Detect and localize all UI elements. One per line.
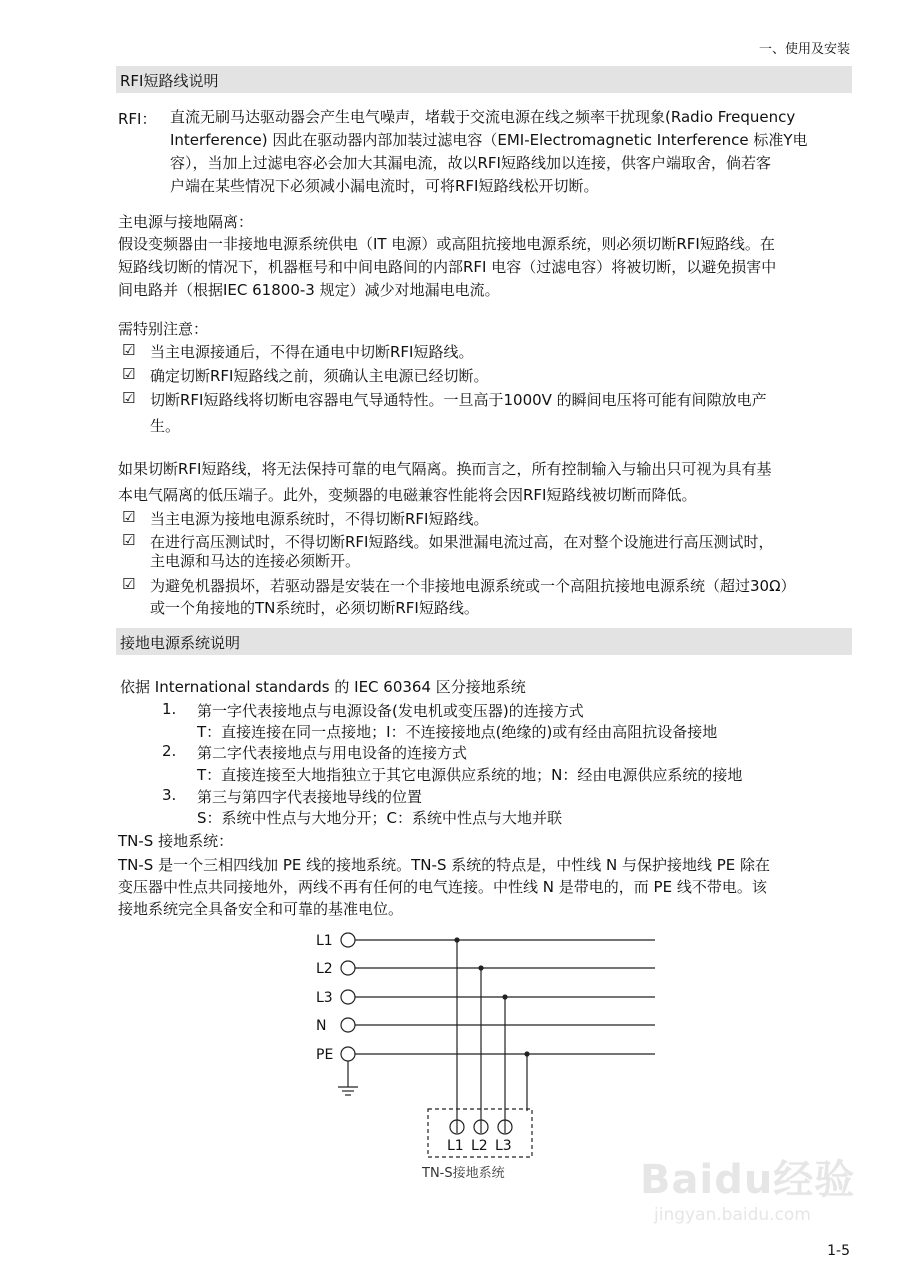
checkbox-icon: ☑: [122, 341, 136, 359]
line-label: N: [316, 1018, 327, 1034]
tns-diagram: [300, 925, 670, 1190]
rule-item: 当主电源为接地电源系统时，不得切断RFI短路线。: [150, 510, 489, 528]
isolation-line: 间电路并（根据IEC 61800-3 规定）减少对地漏电电流。: [118, 281, 500, 299]
terminal-l1: [341, 933, 355, 947]
checkbox-icon: ☑: [122, 508, 136, 526]
isolation-line: 短路线切断的情况下，机器框号和中间电路间的内部RFI 电容（过滤电容）将被切断，以避免损害中: [118, 258, 777, 276]
checkbox-icon: ☑: [122, 389, 136, 407]
checkbox-icon: ☑: [122, 531, 136, 549]
isolation-title: 主电源与接地隔离：: [118, 213, 254, 231]
item-line: 第二字代表接地点与用电设备的连接方式: [197, 744, 468, 762]
rule-item: 在进行高压测试时，不得切断RFI短路线。如果泄漏电流过高，在对整个设施进行高压测试时，: [150, 533, 774, 551]
note-title: 需特别注意：: [118, 320, 209, 338]
note-item-cont: 生。: [150, 417, 181, 435]
terminal-l2: [341, 961, 355, 975]
page-number: 1-5: [827, 1243, 850, 1259]
note-item: 切断RFI短路线将切断电容器电气导通特性。一旦高于1000V 的瞬间电压将可能有间隙放电产: [150, 391, 767, 409]
tns-line: 变压器中性点共同接地外，两线不再有任何的电气连接。中性线 N 是带电的，而 PE 线不带电。该: [118, 878, 767, 896]
junction-dot: [524, 1051, 529, 1056]
checkbox-icon: ☑: [122, 365, 136, 383]
diagram-caption: TN-S接地系统: [422, 1166, 505, 1181]
terminal-pe: [341, 1047, 355, 1061]
item-line: T：直接连接在同一点接地；I：不连接接地点(绝缘的)或有经由高阻抗设备接地: [197, 723, 718, 741]
item-number: 1.: [162, 700, 177, 718]
item-number: 2.: [162, 742, 177, 760]
section-grounding-title-band: [116, 628, 852, 655]
tns-line: 接地系统完全具备安全和可靠的基准电位。: [118, 900, 404, 918]
rfi-line: Interference) 因此在驱动器内部加装过滤电容（EMI-Electromagnetic Interference 标准Y电: [170, 131, 808, 149]
para2-line: 本电气隔离的低压端子。此外，变频器的电磁兼容性能将会因RFI短路线被切断而降低。: [118, 486, 697, 504]
grounding-intro: 依据 International standards 的 IEC 60364 区分接地系统: [120, 678, 526, 696]
junction-dot: [502, 994, 507, 999]
tns-title: TN-S 接地系统：: [118, 832, 234, 850]
baidu-watermark: [640, 1148, 855, 1225]
section-rfi-title-band: [116, 66, 852, 93]
terminal-l3: [341, 990, 355, 1004]
item-line: 第一字代表接地点与电源设备(发电机或变压器)的连接方式: [197, 702, 584, 720]
line-label: PE: [316, 1047, 334, 1063]
rfi-line: 直流无刷马达驱动器会产生电气噪声，堵载于交流电源在线之频率干扰现象(Radio Frequency: [170, 108, 796, 126]
load-label: L2: [471, 1138, 488, 1154]
line-label: L1: [316, 933, 333, 949]
para2-line: 如果切断RFI短路线，将无法保持可靠的电气隔离。换而言之，所有控制输入与输出只可视为具有基: [118, 460, 772, 478]
junction-dot: [478, 965, 483, 970]
isolation-paragraph: [118, 233, 776, 302]
junction-dot: [454, 937, 459, 942]
tns-line: TN-S 是一个三相四线加 PE 线的接地系统。TN-S 系统的特点是，中性线 N 与保护接地线 PE 除在: [118, 856, 771, 874]
rule-item: 为避免机器损坏，若驱动器是安装在一个非接地电源系统或一个高阻抗接地电源系统（超过30Ω）: [150, 577, 796, 595]
rfi-paragraph: [170, 106, 807, 198]
note-item: 确定切断RFI短路线之前，须确认主电源已经切断。: [150, 367, 489, 385]
watermark-brand: Baidu经验: [640, 1157, 856, 1203]
watermark-url: jingyan.baidu.com: [654, 1205, 811, 1225]
rfi-line: 容），当加上过滤电容必会加大其漏电流，故以RFI短路线加以连接，供客户端取舍，倘若客: [170, 154, 771, 172]
rule-item-cont: 或一个角接地的TN系统时，必须切断RFI短路线。: [150, 599, 479, 617]
load-label: L3: [495, 1138, 512, 1154]
section-rfi-title: RFI短路线说明: [120, 72, 219, 90]
line-label: L3: [316, 990, 333, 1006]
item-line: 第三与第四字代表接地导线的位置: [197, 788, 423, 806]
item-line: T：直接连接至大地指独立于其它电源供应系统的地；N：经由电源供应系统的接地: [197, 766, 743, 784]
note-item: 当主电源接通后，不得在通电中切断RFI短路线。: [150, 343, 474, 361]
line-label: L2: [316, 961, 333, 977]
page-header: 一、使用及安装: [758, 42, 850, 57]
checkbox-icon: ☑: [122, 575, 136, 593]
rfi-line: 户端在某些情况下必须减小漏电流时，可将RFI短路线松开切断。: [170, 177, 599, 195]
load-label: L1: [447, 1138, 464, 1154]
terminal-n: [341, 1018, 355, 1032]
rule-item-cont: 主电源和马达的连接必须断开。: [150, 552, 361, 570]
section-grounding-title: 接地电源系统说明: [120, 634, 241, 652]
rfi-label: RFI：: [118, 110, 157, 128]
item-line: S：系统中性点与大地分开；C：系统中性点与大地并联: [197, 809, 562, 827]
isolation-line: 假设变频器由一非接地电源系统供电（IT 电源）或高阻抗接地电源系统，则必须切断RFI短路线。在: [118, 235, 775, 253]
item-number: 3.: [162, 786, 177, 804]
